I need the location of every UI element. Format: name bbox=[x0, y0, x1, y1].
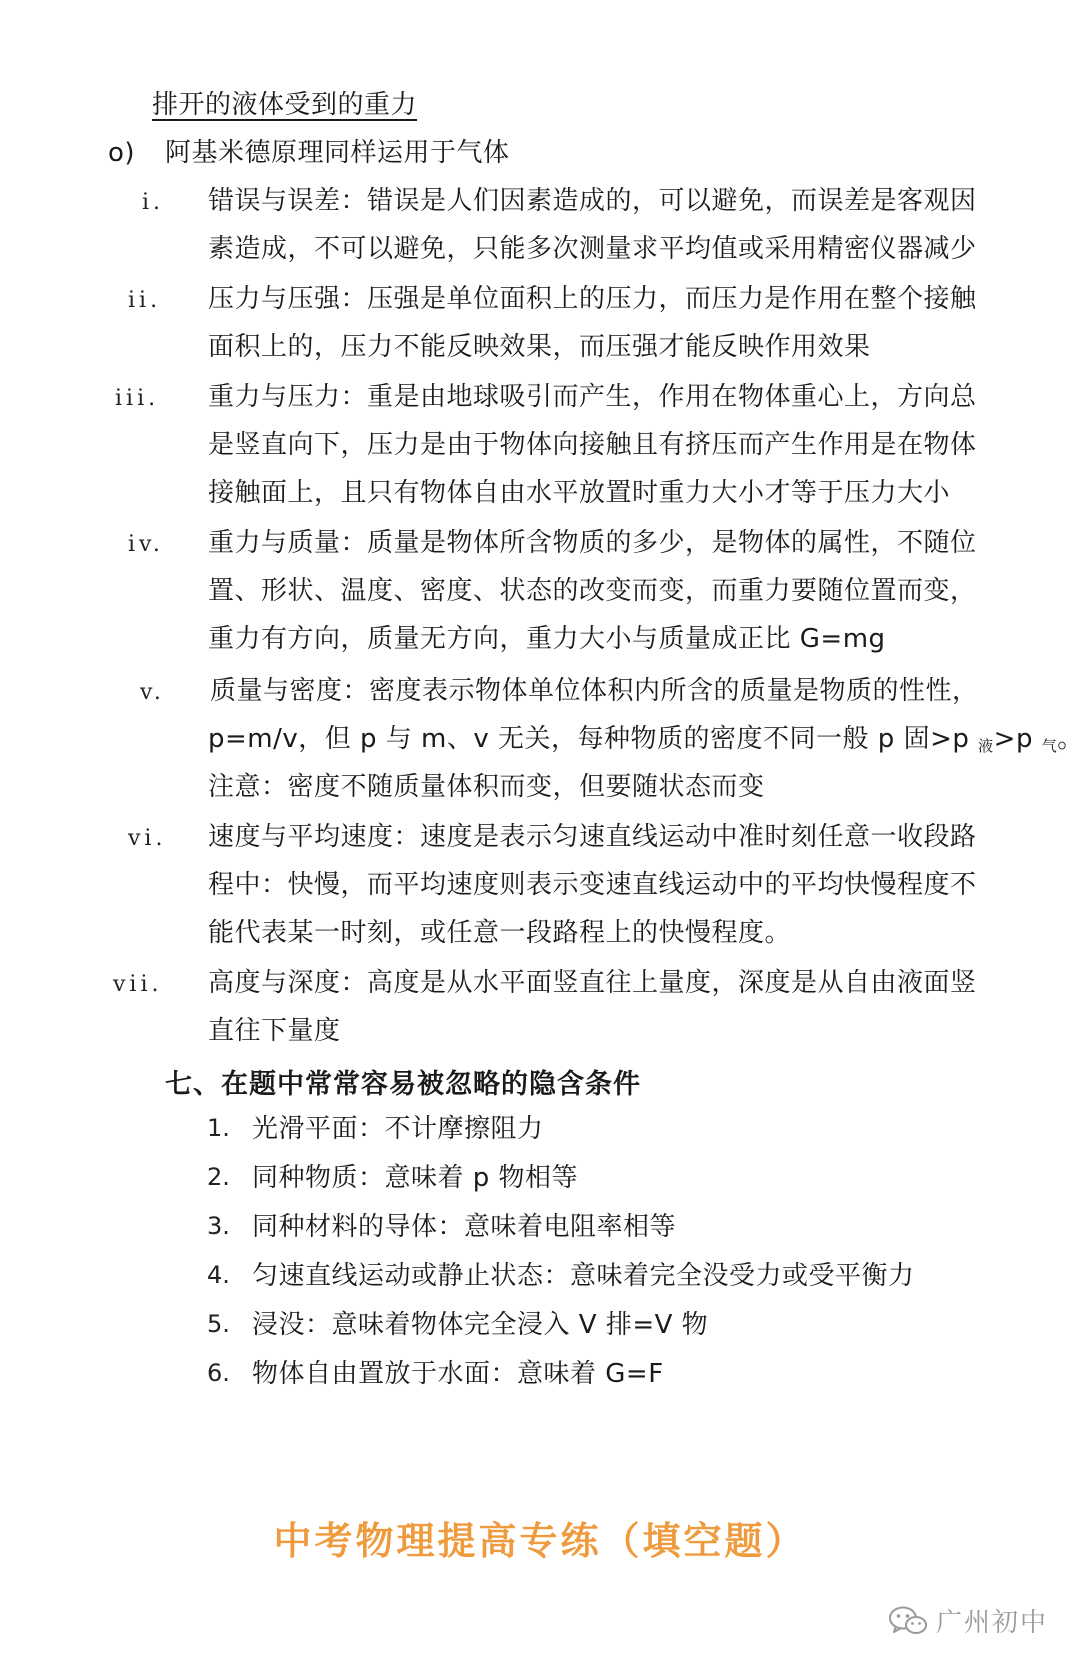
roman-vi-line-2: 程中：快慢，而平均速度则表示变速直线运动中的平均快慢程度不 bbox=[208, 870, 977, 900]
roman-v-line-1: 质量与密度：密度表示物体单位体积内所含的质量是物质的性性， bbox=[210, 676, 979, 706]
roman-marker-iii: iii. bbox=[115, 386, 160, 411]
roman-ii-line-2: 面积上的，压力不能反映效果，而压强才能反映作用效果 bbox=[208, 332, 871, 362]
numbered-item-3: 同种材料的导体：意味着电阻率相等 bbox=[252, 1212, 677, 1242]
roman-marker-i: i. bbox=[142, 190, 165, 215]
item-o-marker: o) bbox=[108, 138, 136, 168]
roman-v-line-3: 注意：密度不随质量体积而变，但要随状态而变 bbox=[208, 772, 765, 802]
numbered-item-2: 同种物质：意味着 p 物相等 bbox=[252, 1163, 579, 1193]
promo-title[interactable]: 中考物理提高专练（填空题） bbox=[273, 1519, 807, 1563]
numbered-item-6: 物体自由置放于水面：意味着 G=F bbox=[252, 1359, 664, 1389]
roman-i-line-2: 素造成，不可以避免，只能多次测量求平均值或采用精密仪器减少 bbox=[208, 234, 977, 264]
roman-vii-line-1: 高度与深度：高度是从水平面竖直往上量度，深度是从自由液面竖 bbox=[208, 968, 977, 998]
roman-marker-ii: ii. bbox=[128, 288, 162, 313]
roman-i-line-1: 错误与误差：错误是人们因素造成的，可以避免，而误差是客观因 bbox=[208, 186, 977, 216]
roman-marker-vii: vii. bbox=[113, 972, 163, 997]
roman-iii-line-1: 重力与压力：重是由地球吸引而产生，作用在物体重心上，方向总 bbox=[208, 382, 977, 412]
top-line: 排开的液体受到的重力 bbox=[152, 90, 418, 120]
subscript-liquid: 液 bbox=[978, 737, 994, 755]
numbered-marker-2: 2. bbox=[207, 1163, 230, 1191]
item-o-text: 阿基米德原理同样运用于气体 bbox=[165, 138, 510, 168]
numbered-marker-4: 4. bbox=[207, 1261, 230, 1289]
roman-marker-vi: vi. bbox=[128, 826, 167, 851]
roman-vi-line-1: 速度与平均速度：速度是表示匀速直线运动中准时刻任意一收段路 bbox=[208, 822, 977, 852]
numbered-item-5: 浸没：意味着物体完全浸入 V 排=V 物 bbox=[252, 1310, 709, 1340]
roman-vii-line-2: 直往下量度 bbox=[208, 1016, 341, 1046]
period: 。 bbox=[1057, 724, 1084, 754]
roman-marker-v: v. bbox=[140, 680, 165, 705]
roman-iii-line-3: 接触面上，且只有物体自由水平放置时重力大小才等于压力大小 bbox=[208, 478, 951, 508]
numbered-item-1: 光滑平面：不计摩擦阻力 bbox=[252, 1114, 544, 1144]
numbered-marker-3: 3. bbox=[207, 1212, 230, 1240]
numbered-marker-5: 5. bbox=[207, 1310, 230, 1338]
numbered-marker-6: 6. bbox=[207, 1359, 230, 1387]
roman-iv-line-1: 重力与质量：质量是物体所含物质的多少，是物体的属性，不随位 bbox=[208, 528, 977, 558]
roman-v-line-2 bbox=[208, 722, 1084, 763]
numbered-item-4: 匀速直线运动或静止状态：意味着完全没受力或受平衡力 bbox=[252, 1261, 915, 1291]
density-compare: >p bbox=[993, 724, 1042, 754]
roman-iv-line-3: 重力有方向，质量无方向，重力大小与质量成正比 G=mg bbox=[208, 624, 886, 654]
roman-marker-iv: iv. bbox=[128, 532, 164, 557]
wechat-icon bbox=[888, 1605, 928, 1637]
subscript-gas: 气 bbox=[1041, 737, 1058, 755]
roman-iv-line-2: 置、形状、温度、密度、状态的改变而变，而重力要随位置而变， bbox=[208, 576, 977, 606]
roman-vi-line-3: 能代表某一时刻，或任意一段路程上的快慢程度。 bbox=[208, 918, 792, 948]
watermark-text: 广州初中 bbox=[936, 1608, 1049, 1638]
density-formula-text: p=m/v，但 p 与 m、v 无关，每种物质的密度不同一般 p 固>p bbox=[208, 724, 979, 754]
roman-iii-line-2: 是竖直向下，压力是由于物体向接触且有挤压而产生作用是在物体 bbox=[208, 430, 977, 460]
numbered-marker-1: 1. bbox=[207, 1114, 230, 1142]
watermark bbox=[888, 1602, 1048, 1639]
section-heading: 七、在题中常常容易被忽略的隐含条件 bbox=[165, 1069, 641, 1100]
roman-ii-line-1: 压力与压强：压强是单位面积上的压力，而压力是作用在整个接触 bbox=[208, 284, 977, 314]
